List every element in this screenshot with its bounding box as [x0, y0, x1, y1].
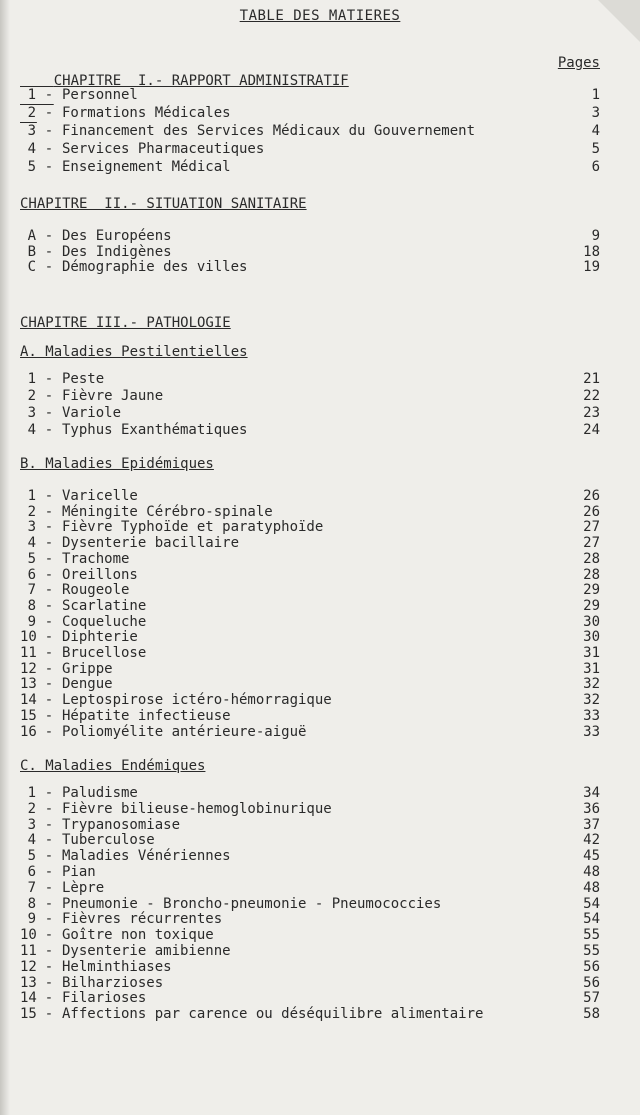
entry-label: Trypanosomiase — [62, 816, 181, 833]
entry-dash: - — [44, 785, 54, 801]
entry-label: Typhus Exanthématiques — [62, 422, 248, 438]
entry-dash: - — [44, 566, 54, 583]
entry-page-number: 23 — [583, 405, 600, 421]
entry-number: 6 — [27, 864, 36, 880]
entry-page-number: 55 — [583, 943, 600, 959]
entry-dash: - — [44, 503, 54, 520]
entry-number: 3 — [27, 405, 36, 421]
entry-label: Rougeole — [62, 582, 130, 599]
entry-dash: - — [44, 582, 54, 599]
entry-label: Peste — [62, 371, 105, 387]
entry-dash: - — [44, 707, 54, 724]
chapter-1-title: CHAPITRE I.- RAPPORT ADMINISTRATIF — [53, 73, 349, 89]
toc-entry — [20, 1005, 600, 1023]
section-c-heading: C. Maladies Endémiques — [20, 758, 206, 774]
entry-label: Lèpre — [62, 879, 105, 896]
entry-page-number: 26 — [583, 503, 600, 520]
entry-dash: - — [44, 597, 54, 614]
entry-dash: - — [44, 488, 54, 504]
entry-page-number: 29 — [583, 597, 600, 614]
toc-entry — [20, 86, 600, 104]
entry-label: Coqueluche — [62, 613, 147, 630]
entry-dash: - — [44, 958, 54, 975]
entry-number: 8 — [27, 597, 36, 614]
entry-dash: - — [44, 879, 54, 896]
entry-page-number: 32 — [583, 692, 600, 709]
toc-entry — [20, 122, 600, 140]
entry-dash: - — [44, 1006, 54, 1023]
toc-entry — [20, 104, 600, 122]
chapter-3-heading: CHAPITRE III.- PATHOLOGIE — [20, 315, 231, 331]
entry-number: 4 — [27, 141, 36, 157]
entry-dash: - — [44, 660, 54, 677]
entry-number: 9 — [27, 613, 36, 630]
entry-label: Méningite Cérébro-spinale — [62, 503, 273, 520]
entry-page-number: 5 — [591, 141, 600, 157]
entry-label: Dysenterie amibienne — [62, 943, 231, 959]
entry-page-number: 36 — [583, 800, 600, 817]
entry-number: 4 — [27, 832, 36, 849]
entry-number: 12 — [20, 958, 37, 975]
entry-page-number: 54 — [583, 911, 600, 928]
entry-label: Variole — [62, 405, 122, 421]
entry-dash: - — [44, 911, 54, 928]
entry-label: Scarlatine — [62, 597, 147, 614]
entry-dash: - — [44, 816, 54, 833]
chapter-2-heading: CHAPITRE II.- SITUATION SANITAIRE — [20, 196, 307, 212]
entry-page-number: 54 — [583, 895, 600, 912]
entry-page-number: 31 — [583, 660, 600, 677]
entry-page-number: 56 — [583, 958, 600, 975]
entry-number: 7 — [27, 582, 36, 599]
entry-dash: - — [44, 405, 54, 421]
entry-number: 5 — [27, 848, 36, 865]
entry-page-number: 1 — [591, 87, 600, 103]
toc-entry — [20, 140, 600, 158]
toc-entry — [20, 387, 600, 405]
entry-page-number: 55 — [583, 927, 600, 944]
entry-page-number: 34 — [583, 785, 600, 801]
entry-number: 15 — [20, 1006, 37, 1023]
entry-page-number: 58 — [583, 1006, 600, 1023]
entry-dash: - — [44, 105, 54, 121]
entry-dash: - — [44, 864, 54, 880]
entry-label: Enseignement Médical — [62, 159, 231, 175]
entry-dash: - — [44, 974, 54, 991]
entry-dash: - — [44, 723, 54, 740]
entry-dash: - — [44, 645, 54, 661]
entry-number: 5 — [27, 159, 36, 175]
entry-number: 11 — [20, 943, 37, 959]
toc-entry — [20, 258, 600, 276]
entry-number: 9 — [27, 911, 36, 928]
entry-number: 1 — [27, 87, 36, 103]
entry-dash: - — [44, 927, 54, 944]
entry-page-number: 45 — [583, 848, 600, 865]
entry-number: 14 — [20, 692, 37, 709]
entry-label: Affections par carence ou déséquilibre alimentaire — [62, 1006, 484, 1023]
pages-column-header: Pages — [557, 55, 600, 71]
entry-dash: - — [44, 848, 54, 865]
entry-label: Dysenterie bacillaire — [62, 535, 240, 552]
entry-page-number: 9 — [591, 228, 600, 244]
entry-page-number: 6 — [591, 159, 600, 175]
entry-number: 13 — [20, 676, 37, 693]
entry-page-number: 22 — [583, 388, 600, 404]
entry-page-number: 24 — [583, 422, 600, 438]
toc-entry — [20, 370, 600, 388]
entry-dash: - — [44, 371, 54, 387]
entry-label: Maladies Vénériennes — [62, 848, 231, 865]
entry-label: Fièvres récurrentes — [62, 911, 223, 928]
entry-dash: - — [44, 613, 54, 630]
entry-label: Fièvre Jaune — [62, 388, 164, 404]
entry-dash: - — [44, 519, 54, 536]
entry-page-number: 56 — [583, 974, 600, 991]
entry-label: Services Pharmaceutiques — [62, 141, 265, 157]
entry-dash: - — [44, 629, 54, 646]
entry-number: 10 — [20, 629, 37, 646]
entry-number: 1 — [27, 371, 36, 387]
entry-number: 10 — [20, 927, 37, 944]
entry-page-number: 31 — [583, 645, 600, 661]
entry-number: 15 — [20, 707, 37, 724]
entry-dash: - — [44, 159, 54, 175]
entry-page-number: 48 — [583, 879, 600, 896]
entry-label: Bilharzioses — [62, 974, 164, 991]
entry-page-number: 37 — [583, 816, 600, 833]
entry-dash: - — [44, 228, 54, 244]
entry-number: 4 — [27, 422, 36, 438]
entry-number: 2 — [27, 105, 36, 121]
toc-entry — [20, 723, 600, 741]
entry-number: 1 — [27, 785, 36, 801]
entry-label: Filarioses — [62, 990, 147, 1007]
entry-dash: - — [44, 832, 54, 849]
entry-page-number: 27 — [583, 519, 600, 536]
entry-page-number: 30 — [583, 613, 600, 630]
entry-label: Goître non toxique — [62, 927, 214, 944]
entry-number: 3 — [27, 519, 36, 536]
entry-dash: - — [44, 943, 54, 959]
entry-label: Paludisme — [62, 785, 138, 801]
entry-number: 13 — [20, 974, 37, 991]
entry-label: Des Européens — [62, 228, 172, 244]
entry-number: 11 — [20, 645, 37, 661]
entry-number: 3 — [27, 123, 36, 139]
entry-page-number: 32 — [583, 676, 600, 693]
entry-dash: - — [44, 123, 54, 139]
entry-dash: - — [44, 535, 54, 552]
entry-label: Leptospirose ictéro-hémorragique — [62, 692, 332, 709]
entry-page-number: 3 — [591, 105, 600, 121]
entry-number: 4 — [27, 535, 36, 552]
entry-page-number: 48 — [583, 864, 600, 880]
entry-number: C — [27, 259, 36, 275]
entry-label: Fièvre bilieuse-hemoglobinurique — [62, 800, 332, 817]
entry-number: 5 — [27, 550, 36, 567]
entry-label: Grippe — [62, 660, 113, 677]
entry-label: Diphterie — [62, 629, 138, 646]
entry-dash: - — [44, 243, 54, 260]
entry-number: 2 — [27, 388, 36, 404]
entry-number: 1 — [27, 488, 36, 504]
entry-number: 2 — [27, 503, 36, 520]
entry-page-number: 18 — [583, 243, 600, 260]
section-b-heading: B. Maladies Epidémiques — [20, 456, 214, 472]
entry-page-number: 57 — [583, 990, 600, 1007]
entry-number: A — [27, 228, 36, 244]
entry-page-number: 28 — [583, 550, 600, 567]
entry-page-number: 27 — [583, 535, 600, 552]
entry-label: Dengue — [62, 676, 113, 693]
entry-dash: - — [44, 141, 54, 157]
entry-label: Tuberculose — [62, 832, 155, 849]
entry-page-number: 33 — [583, 723, 600, 740]
entry-number: 6 — [27, 566, 36, 583]
entry-number: 16 — [20, 723, 37, 740]
entry-dash: - — [44, 692, 54, 709]
entry-label: Helminthiases — [62, 958, 172, 975]
entry-label: Brucellose — [62, 645, 147, 661]
entry-label: Hépatite infectieuse — [62, 707, 231, 724]
toc-entry — [20, 421, 600, 439]
entry-page-number: 19 — [583, 259, 600, 275]
entry-number: 12 — [20, 660, 37, 677]
scan-edge-shadow — [0, 0, 10, 1115]
entry-label: Oreillons — [62, 566, 138, 583]
entry-label: Financement des Services Médicaux du Gouvernement — [62, 123, 476, 139]
entry-page-number: 42 — [583, 832, 600, 849]
entry-label: Varicelle — [62, 488, 138, 504]
entry-dash: - — [44, 990, 54, 1007]
entry-number: 2 — [27, 800, 36, 817]
entry-label: Démographie des villes — [62, 259, 248, 275]
entry-page-number: 28 — [583, 566, 600, 583]
entry-number: 8 — [27, 895, 36, 912]
entry-number: 3 — [27, 816, 36, 833]
entry-page-number: 26 — [583, 488, 600, 504]
entry-number: 7 — [27, 879, 36, 896]
entry-page-number: 30 — [583, 629, 600, 646]
entry-page-number: 4 — [591, 123, 600, 139]
entry-dash: - — [44, 895, 54, 912]
entry-dash: - — [44, 676, 54, 693]
entry-page-number: 21 — [583, 371, 600, 387]
entry-label: Des Indigènes — [62, 243, 172, 260]
entry-number: 14 — [20, 990, 37, 1007]
entry-dash: - — [44, 388, 54, 404]
entry-dash: - — [44, 259, 54, 275]
entry-page-number: 29 — [583, 582, 600, 599]
page-title: TABLE DES MATIERES — [239, 8, 401, 24]
entry-label: Personnel — [62, 87, 138, 103]
entry-dash: - — [44, 422, 54, 438]
entry-dash: - — [44, 800, 54, 817]
toc-entry — [20, 158, 600, 176]
entry-label: Pian — [62, 864, 96, 880]
entry-label: Fièvre Typhoïde et paratyphoïde — [62, 519, 324, 536]
entry-page-number: 33 — [583, 707, 600, 724]
entry-label: Formations Médicales — [62, 105, 231, 121]
entry-dash: - — [44, 550, 54, 567]
entry-label: Trachome — [62, 550, 130, 567]
entry-label: Pneumonie - Broncho-pneumonie - Pneumococcies — [62, 895, 442, 912]
entry-number: B — [27, 243, 36, 260]
section-a-heading: A. Maladies Pestilentielles — [20, 344, 248, 360]
toc-entry — [20, 404, 600, 422]
entry-dash: - — [44, 87, 54, 103]
entry-label: Poliomyélite antérieure-aiguë — [62, 723, 307, 740]
